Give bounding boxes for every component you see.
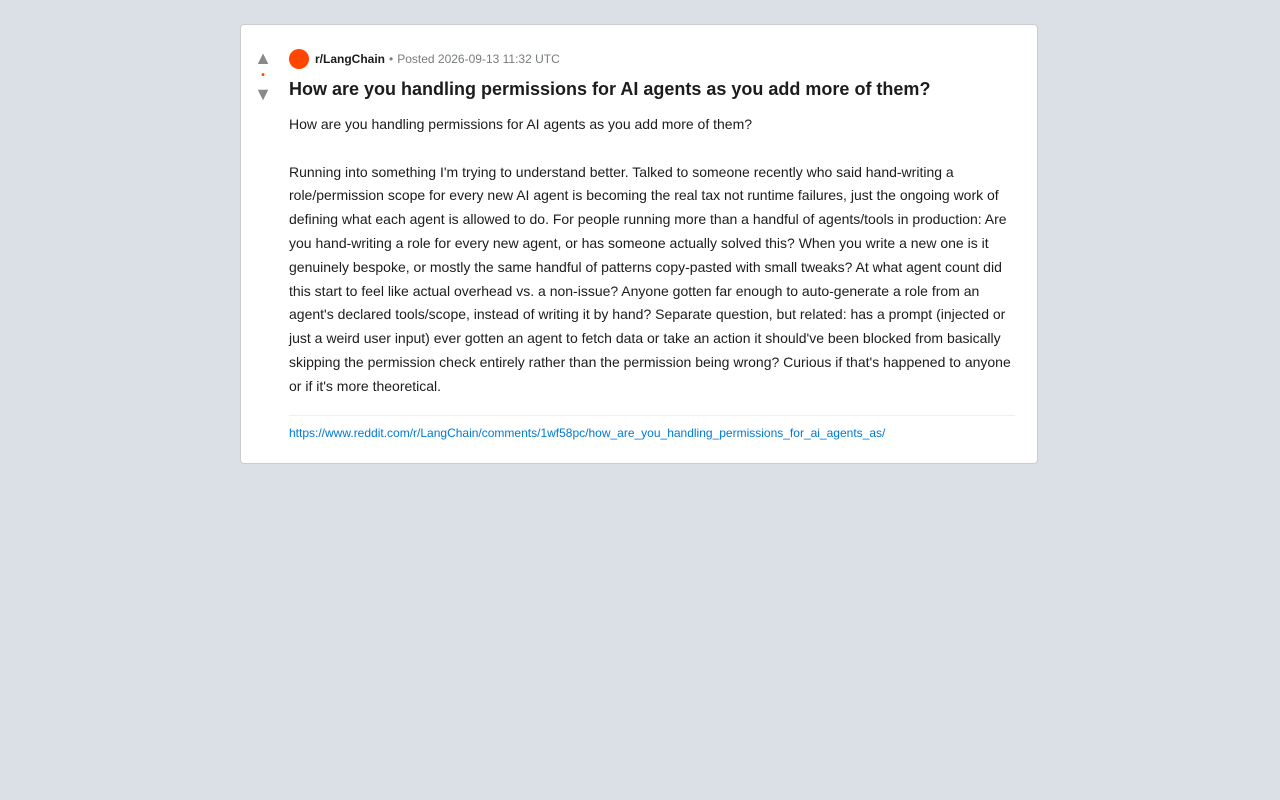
vote-column: [251, 49, 275, 103]
post-permalink[interactable]: https://www.reddit.com/r/LangChain/comments/1wf58pc/how_are_you_handling_permissions_for_ai_agents_as/: [289, 425, 886, 440]
downvote-arrow-icon[interactable]: ▼: [254, 84, 272, 104]
post-body-paragraph: Running into something I'm trying to understand better. Talked to someone recently who said hand-writing a role/permission scope for every new AI agent is becoming the real tax not runtime failures, just the ongoing work of defining what each agent is allowed to do. For people running more than a handful of agents/tools in production: Are you hand-writing a role for every new agent, or has someone actually solved this? When you write a new one is it genuinely bespoke, or mostly the same handful of patterns copy-pasted with small tweaks? At what agent count did this start to feel like actual overhead vs. a non-issue? Anyone gotten far enough to auto-generate a role from an agent's declared tools/scope, instead of writing it by hand? Separate question, but related: has a prompt (injected or just a weird user input) ever gotten an agent to fetch data or take an action it should've been blocked from basically skipping the permission check entirely rather than the permission being wrong? Curious if that's happened to anyone or if it's more theoretical.: [289, 163, 1011, 394]
post-timestamp: Posted 2026-09-13 11:32 UTC: [397, 52, 560, 66]
upvote-arrow-icon[interactable]: ▲: [254, 48, 272, 68]
divider: [289, 415, 1015, 416]
post-title[interactable]: How are you handling permissions for AI agents as you add more of them?: [289, 79, 931, 99]
vote-score: •: [261, 70, 265, 81]
post-body: [289, 113, 1015, 399]
post-card: [240, 24, 1038, 464]
post-content: [289, 49, 1015, 441]
subreddit-name[interactable]: r/LangChain: [315, 52, 386, 66]
subreddit-icon[interactable]: [289, 49, 309, 69]
post-body-paragraph: How are you handling permissions for AI agents as you add more of them?: [289, 116, 753, 132]
post-meta: [289, 49, 1015, 69]
meta-separator: •: [389, 52, 394, 66]
